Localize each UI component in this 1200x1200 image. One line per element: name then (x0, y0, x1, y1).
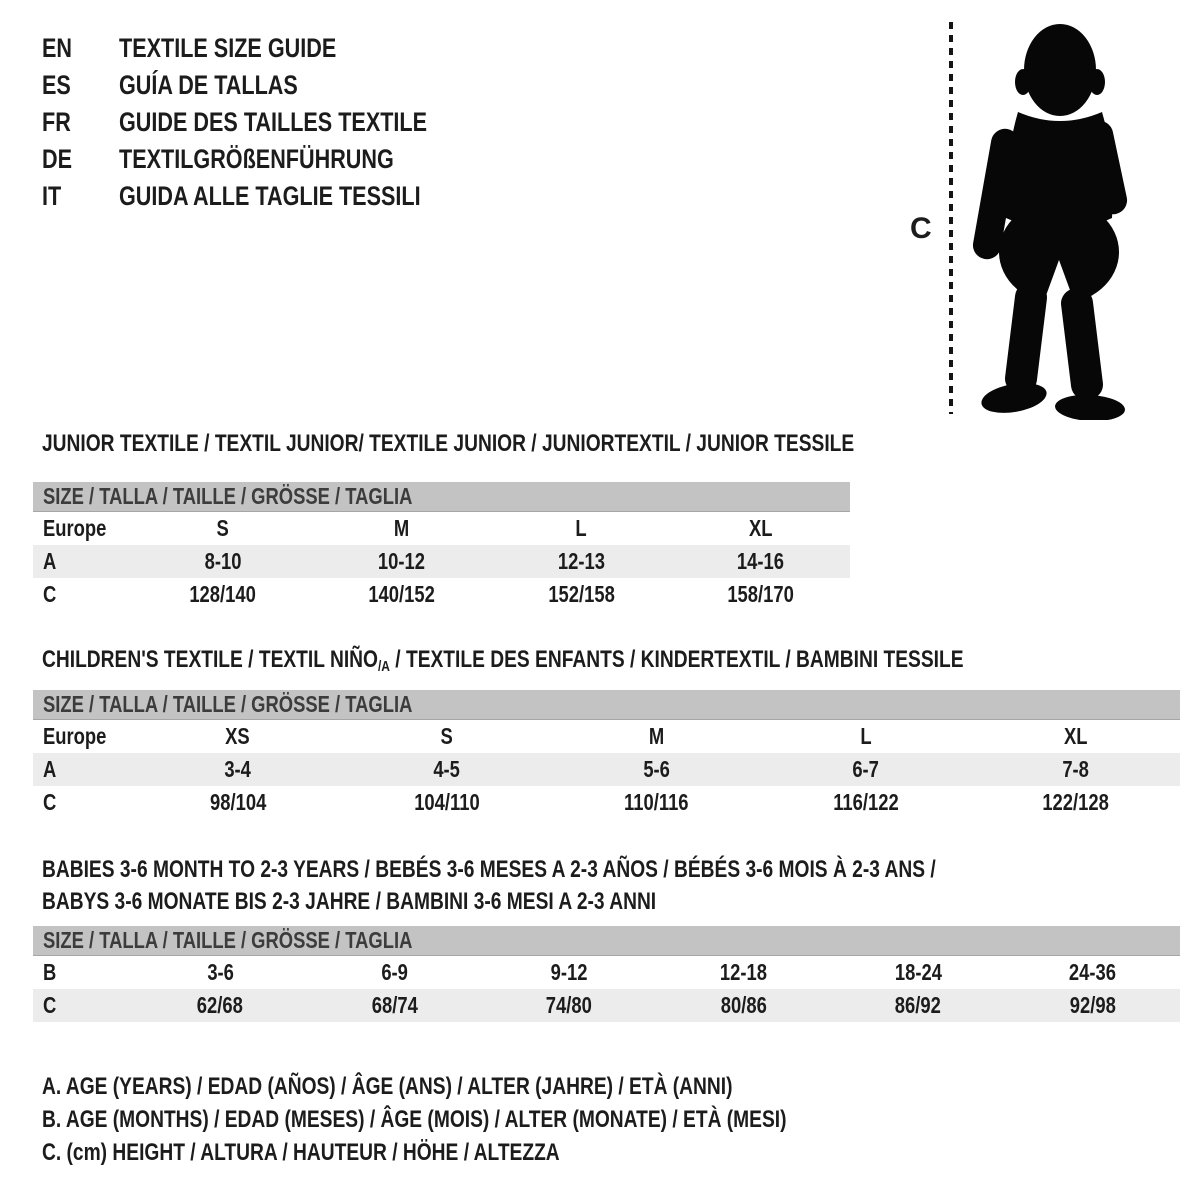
babies-size-header-bar: SIZE / TALLA / TAILLE / GRÖSSE / TAGLIA (33, 926, 1180, 956)
size-cell: 5-6 (643, 756, 670, 782)
toddler-silhouette-icon (966, 20, 1142, 420)
language-title: GUIDE DES TAILLES TEXTILE (119, 107, 428, 137)
size-cell: 98/104 (209, 789, 266, 815)
language-row (42, 178, 504, 215)
height-dashed-line (949, 22, 953, 414)
size-cell: M (648, 723, 665, 749)
children-title-subscript: /A (377, 658, 390, 675)
row-label: C (43, 581, 57, 607)
size-cell: 110/116 (624, 789, 689, 815)
language-title: GUÍA DE TALLAS (119, 70, 298, 100)
size-cell: 7-8 (1061, 756, 1089, 782)
babies-section-title-line2: BABYS 3-6 MONATE BIS 2-3 JAHRE / BAMBINI 3-6 MESI A 2-3 ANNI (42, 888, 657, 915)
size-cell: 4-5 (433, 756, 461, 782)
row-label: B (43, 959, 57, 985)
row-label: A (43, 756, 57, 782)
children-size-header-bar: SIZE / TALLA / TAILLE / GRÖSSE / TAGLIA (33, 690, 1180, 720)
language-title: TEXTILGRÖßENFÜHRUNG (119, 144, 394, 174)
size-cell: 6-9 (381, 959, 409, 985)
size-cell: 74/80 (546, 992, 593, 1018)
size-cell: 18-24 (894, 959, 942, 985)
height-label-c: C (910, 212, 932, 245)
size-cell: 104/110 (414, 789, 480, 815)
size-cell: 8-10 (204, 548, 242, 574)
language-list (42, 30, 504, 215)
table-row (33, 956, 1180, 989)
size-cell: L (860, 723, 872, 749)
size-cell: 14-16 (736, 548, 784, 574)
size-cell: 92/98 (1069, 992, 1116, 1018)
row-label: C (43, 992, 57, 1018)
row-label: C (43, 789, 57, 815)
language-title: GUIDA ALLE TAGLIE TESSILI (119, 181, 421, 211)
children-size-table (33, 720, 1180, 819)
table-row (33, 545, 850, 578)
size-cell: 62/68 (197, 992, 244, 1018)
size-cell: L (575, 515, 587, 541)
size-cell: 24-36 (1069, 959, 1117, 985)
size-cell: 68/74 (371, 992, 418, 1018)
size-cell: 10-12 (378, 548, 426, 574)
children-section-title: CHILDREN'S TEXTILE / TEXTIL NIÑO/A / TEXTILE DES ENFANTS / KINDERTEXTIL / BAMBINI TESSILE (42, 646, 964, 675)
language-row (42, 141, 504, 178)
language-code: EN (42, 33, 73, 63)
size-cell: 6-7 (852, 756, 880, 782)
size-cell: S (440, 723, 454, 749)
size-cell: 116/122 (833, 789, 899, 815)
legend-line-c: C. (cm) HEIGHT / ALTURA / HAUTEUR / HÖHE / ALTEZZA (42, 1138, 560, 1166)
size-cell: 12-18 (720, 959, 768, 985)
row-label: Europe (43, 723, 107, 749)
language-row (42, 67, 504, 104)
table-row (33, 989, 1180, 1022)
table-row (33, 786, 1180, 819)
language-code: ES (42, 70, 71, 100)
size-cell: 86/92 (895, 992, 942, 1018)
size-cell: XS (225, 723, 250, 749)
size-cell: 140/152 (368, 581, 436, 607)
size-cell: 9-12 (550, 959, 588, 985)
size-cell: 158/170 (727, 581, 794, 607)
size-cell: 12-13 (557, 548, 605, 574)
size-cell: XL (748, 515, 773, 541)
table-row (33, 578, 850, 611)
language-title: TEXTILE SIZE GUIDE (119, 33, 337, 63)
size-cell: 3-6 (206, 959, 234, 985)
row-label: A (43, 548, 57, 574)
table-row (33, 512, 850, 545)
junior-section-title: JUNIOR TEXTILE / TEXTIL JUNIOR/ TEXTILE JUNIOR / JUNIORTEXTIL / JUNIOR TESSILE (42, 430, 855, 457)
legend-line-a: A. AGE (YEARS) / EDAD (AÑOS) / ÂGE (ANS) / ALTER (JAHRE) / ETÀ (ANNI) (42, 1072, 733, 1100)
size-cell: 80/86 (720, 992, 767, 1018)
size-cell: XL (1063, 723, 1088, 749)
size-cell: 122/128 (1042, 789, 1109, 815)
babies-size-table (33, 956, 1180, 1022)
row-label: Europe (43, 515, 107, 541)
language-code: DE (42, 144, 73, 174)
size-cell: S (216, 515, 229, 541)
junior-size-table (33, 512, 850, 611)
legend-line-b: B. AGE (MONTHS) / EDAD (MESES) / ÂGE (MOIS) / ALTER (MONATE) / ETÀ (MESI) (42, 1105, 787, 1133)
language-row (42, 30, 504, 67)
babies-section-title-line1: BABIES 3-6 MONTH TO 2-3 YEARS / BEBÉS 3-6 MESES A 2-3 AÑOS / BÉBÉS 3-6 MOIS À 2-3 ANS / (42, 856, 936, 883)
table-row (33, 753, 1180, 786)
size-cell: 128/140 (189, 581, 256, 607)
size-cell: M (394, 515, 410, 541)
legend (42, 1070, 973, 1169)
language-code: IT (42, 181, 62, 211)
table-row (33, 720, 1180, 753)
size-cell: 3-4 (224, 756, 251, 782)
language-row (42, 104, 504, 141)
junior-size-header-bar: SIZE / TALLA / TAILLE / GRÖSSE / TAGLIA (33, 482, 850, 512)
size-cell: 152/158 (547, 581, 615, 607)
language-code: FR (42, 107, 71, 137)
